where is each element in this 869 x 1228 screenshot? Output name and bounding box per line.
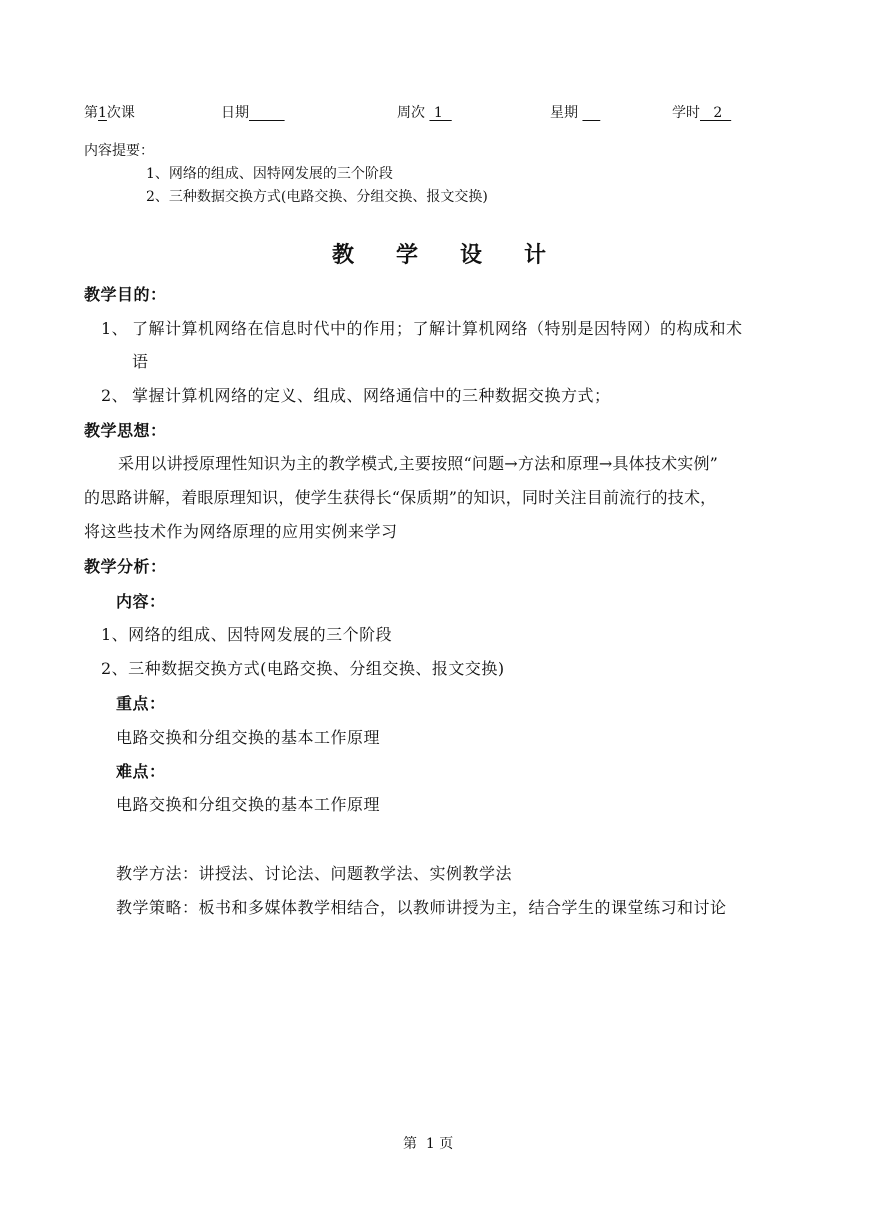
hours-field — [672, 102, 752, 122]
lesson-number — [84, 102, 135, 122]
objective-1-number: 1、 — [101, 319, 129, 338]
thinking-heading: 教学思想： — [84, 421, 167, 440]
page-number: 第 1 页 — [403, 1136, 454, 1152]
page-title — [332, 238, 546, 269]
summary-item-2: 2、三种数据交换方式(电路交换、分组交换、报文交换) — [146, 189, 488, 205]
key-points-label: 重点： — [116, 694, 166, 713]
lesson-prefix: 第 — [84, 105, 98, 121]
teaching-method: 教学方法：讲授法、讨论法、问题教学法、实例教学法 — [116, 864, 513, 883]
title-char: 学 — [396, 242, 419, 268]
date-label: 日期 — [221, 105, 249, 121]
summary-item-1: 1、网络的组成、因特网发展的三个阶段 — [146, 166, 393, 182]
weekday-field — [550, 102, 618, 122]
content-item-1: 1、网络的组成、因特网发展的三个阶段 — [101, 625, 393, 644]
objective-1-line-2: 语 — [132, 352, 149, 371]
thinking-line-2: 的思路讲解，着眼原理知识，使学生获得长“保质期”的知识，同时关注目前流行的技术， — [84, 488, 717, 507]
key-points-text: 电路交换和分组交换的基本工作原理 — [116, 728, 381, 747]
difficult-points-label: 难点： — [116, 762, 166, 781]
summary-label: 内容提要： — [84, 143, 154, 159]
hours-value: 2 — [700, 105, 732, 121]
title-char: 计 — [524, 242, 547, 268]
lesson-suffix: 次课 — [106, 105, 135, 121]
objectives-heading: 教学目的： — [84, 285, 167, 304]
weekday-value — [582, 105, 618, 121]
analysis-heading: 教学分析： — [84, 557, 167, 576]
date-value — [249, 105, 311, 121]
lesson-num-value: 1 — [98, 105, 107, 121]
date-field — [221, 102, 311, 122]
title-char: 设 — [460, 242, 483, 268]
weekday-label: 星期 — [550, 105, 578, 121]
week-value: 1 — [429, 105, 452, 121]
content-item-2: 2、三种数据交换方式(电路交换、分组交换、报文交换) — [101, 659, 505, 678]
hours-label: 学时 — [672, 105, 700, 121]
teaching-strategy: 教学策略：板书和多媒体教学相结合，以教师讲授为主，结合学生的课堂练习和讨论 — [116, 898, 727, 917]
objective-2-number: 2、 — [101, 386, 129, 405]
title-char: 教 — [332, 242, 355, 268]
objective-1-line-1: 了解计算机网络在信息时代中的作用；了解计算机网络（特别是因特网）的构成和术 — [132, 319, 743, 338]
content-label: 内容： — [116, 592, 166, 611]
thinking-line-3: 将这些技术作为网络原理的应用实例来学习 — [84, 522, 398, 541]
week-label: 周次 — [397, 105, 425, 121]
objective-2-text: 掌握计算机网络的定义、组成、网络通信中的三种数据交换方式； — [132, 386, 611, 405]
thinking-line-1: 采用以讲授原理性知识为主的教学模式,主要按照“问题→方法和原理→具体技术实例” — [118, 454, 719, 473]
difficult-points-text: 电路交换和分组交换的基本工作原理 — [116, 795, 381, 814]
week-field — [397, 102, 463, 122]
